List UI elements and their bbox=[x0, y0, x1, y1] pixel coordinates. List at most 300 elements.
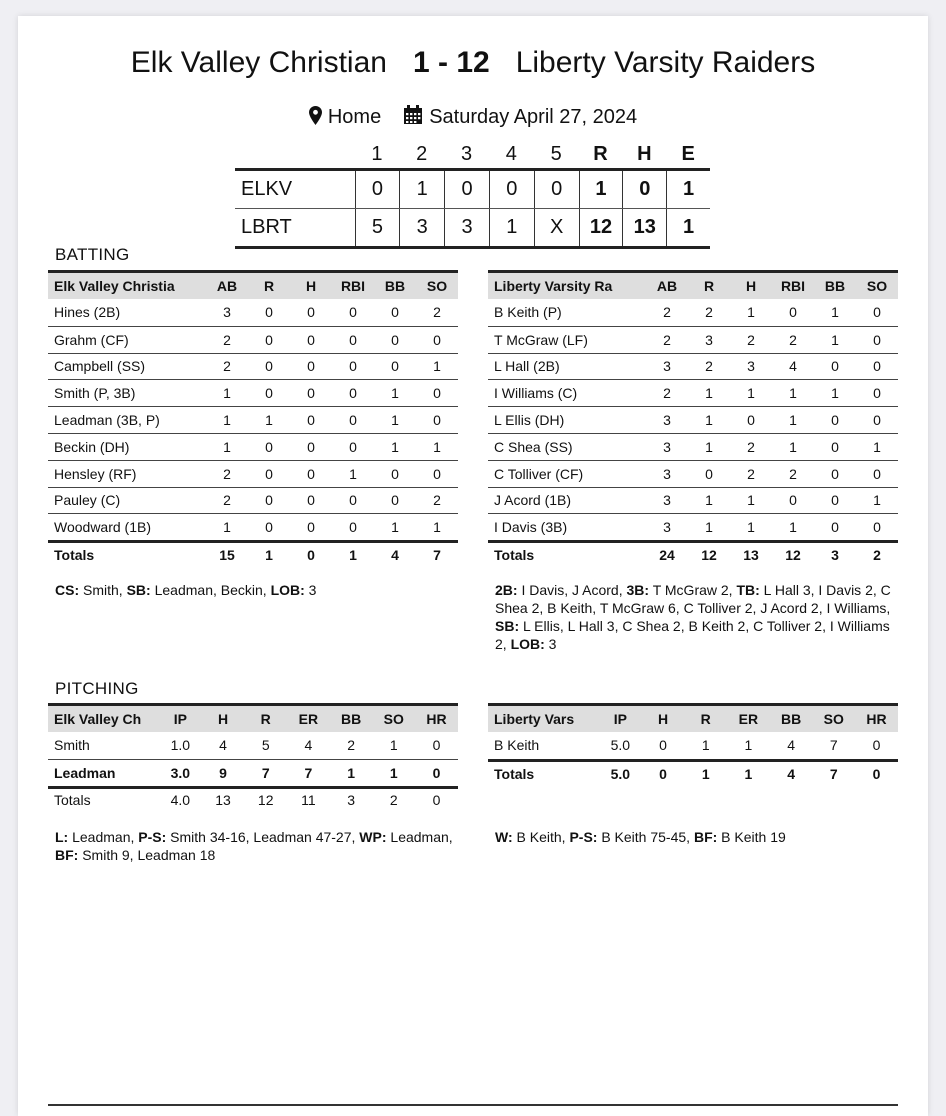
team-column-header: Liberty Vars bbox=[494, 711, 575, 727]
stat-cell: 0 bbox=[873, 465, 881, 482]
total-cell: 3 bbox=[831, 547, 839, 564]
stat-cell: 3 bbox=[747, 358, 755, 375]
stat-cell: 0 bbox=[307, 331, 315, 348]
stat-cell: 0 bbox=[432, 737, 441, 754]
total-cell: 0 bbox=[659, 765, 667, 782]
total-cell: 4 bbox=[391, 547, 399, 564]
note-label: LOB: bbox=[270, 582, 305, 598]
total-cell: 13 bbox=[215, 792, 231, 809]
stat-cell: 1 bbox=[349, 465, 357, 482]
pitcher-row bbox=[48, 759, 458, 786]
total-cell: 4 bbox=[787, 765, 795, 782]
stat-cell: 0 bbox=[433, 331, 441, 348]
inning-score: 3 bbox=[444, 209, 489, 246]
batter-row bbox=[488, 460, 898, 487]
stat-cell: 0 bbox=[349, 331, 357, 348]
line-score-header bbox=[235, 140, 710, 168]
stat-cell: 3 bbox=[663, 492, 671, 509]
note-label: SB: bbox=[126, 582, 151, 598]
total-cell: 0 bbox=[432, 792, 441, 809]
hits-total: 0 bbox=[622, 171, 666, 208]
game-info bbox=[18, 105, 928, 131]
stat-cell: 7 bbox=[829, 737, 838, 754]
stat-column-header: BB bbox=[824, 278, 846, 294]
stat-cell: 3 bbox=[663, 465, 671, 482]
player-name: Beckin (DH) bbox=[54, 438, 130, 455]
inning-score: 0 bbox=[489, 171, 534, 208]
team-abbr: LBRT bbox=[241, 216, 292, 238]
note-label: WP: bbox=[359, 829, 387, 845]
inning-score: 0 bbox=[355, 171, 400, 208]
stat-cell: 0 bbox=[391, 465, 399, 482]
stat-cell: 0 bbox=[391, 358, 399, 375]
total-cell: 12 bbox=[785, 547, 801, 564]
stat-cell: 0 bbox=[349, 358, 357, 375]
inning-score: 1 bbox=[489, 209, 534, 246]
stat-cell: 1.0 bbox=[170, 737, 191, 754]
batter-row bbox=[488, 513, 898, 540]
stat-cell: 2 bbox=[223, 465, 231, 482]
note-label: 3B: bbox=[626, 582, 650, 598]
stat-cell: 0 bbox=[873, 358, 881, 375]
stat-cell: 1 bbox=[789, 385, 797, 402]
team-column-header: Liberty Varsity Ra bbox=[494, 278, 613, 294]
totals-label: Totals bbox=[494, 765, 535, 782]
away-team-name: Elk Valley Christian bbox=[130, 46, 387, 79]
stat-cell: 0 bbox=[433, 465, 441, 482]
stat-cell: 1 bbox=[744, 737, 753, 754]
team-abbr: ELKV bbox=[241, 178, 293, 200]
stat-cell: 0 bbox=[873, 385, 881, 402]
stat-cell: 1 bbox=[433, 438, 441, 455]
batter-row bbox=[48, 487, 458, 514]
stat-cell: 2 bbox=[223, 358, 231, 375]
stat-column-header: H bbox=[745, 278, 757, 294]
boxscore-page bbox=[18, 16, 928, 1116]
stat-cell: 5.0 bbox=[610, 737, 631, 754]
stat-cell: 7 bbox=[261, 764, 270, 781]
note-label: W: bbox=[495, 829, 513, 845]
stat-column-header: R bbox=[700, 711, 711, 727]
batting-notes-home bbox=[495, 581, 905, 653]
stat-cell: 0 bbox=[433, 412, 441, 429]
calendar-icon bbox=[403, 105, 423, 131]
batter-row bbox=[488, 406, 898, 433]
stat-cell: 0 bbox=[265, 438, 273, 455]
stat-cell: 0 bbox=[391, 492, 399, 509]
stat-cell: 0 bbox=[307, 465, 315, 482]
stat-cell: 1 bbox=[705, 412, 713, 429]
stat-cell: 0 bbox=[265, 385, 273, 402]
stat-column-header: RBI bbox=[340, 278, 366, 294]
stat-cell: 0 bbox=[705, 465, 713, 482]
inning-score: 0 bbox=[534, 171, 579, 208]
player-name: L Hall (2B) bbox=[494, 358, 560, 375]
date-label: Saturday April 27, 2024 bbox=[429, 106, 638, 128]
stat-column-header: SO bbox=[866, 278, 888, 294]
stat-cell: 2 bbox=[789, 465, 797, 482]
totals-row bbox=[488, 759, 898, 786]
note-label: SB: bbox=[495, 618, 520, 634]
stat-cell: 1 bbox=[223, 438, 231, 455]
total-cell: 24 bbox=[659, 547, 675, 564]
stat-cell: 2 bbox=[223, 492, 231, 509]
note-label: BF: bbox=[55, 847, 79, 863]
player-name: L Ellis (DH) bbox=[494, 412, 565, 429]
stat-cell: 2 bbox=[747, 331, 755, 348]
stat-cell: 0 bbox=[873, 412, 881, 429]
stat-cell: 0 bbox=[391, 304, 399, 321]
note-text: I Davis, J Acord, bbox=[517, 582, 627, 598]
stat-column-header: RBI bbox=[780, 278, 806, 294]
stat-cell: 2 bbox=[747, 465, 755, 482]
batter-row bbox=[48, 433, 458, 460]
stat-column-header: AB bbox=[216, 278, 238, 294]
errors-total: 1 bbox=[666, 209, 710, 246]
stat-cell: 1 bbox=[223, 519, 231, 536]
totals-label: Totals bbox=[54, 792, 91, 809]
stat-cell: 0 bbox=[433, 385, 441, 402]
player-name: B Keith bbox=[494, 737, 540, 754]
stat-cell: 0 bbox=[432, 764, 441, 781]
stat-cell: 0 bbox=[265, 492, 273, 509]
inning-score: 5 bbox=[355, 209, 400, 246]
stat-cell: 0 bbox=[831, 412, 839, 429]
stat-cell: 1 bbox=[873, 438, 881, 455]
stat-column-header: BB bbox=[384, 278, 406, 294]
stat-column-header: HR bbox=[426, 711, 447, 727]
stat-cell: 0 bbox=[349, 412, 357, 429]
inning-score: 1 bbox=[399, 171, 444, 208]
batter-row bbox=[488, 353, 898, 380]
total-cell: 2 bbox=[873, 547, 881, 564]
stat-column-header: SO bbox=[426, 278, 448, 294]
final-score: 1 - 12 bbox=[412, 46, 490, 79]
stat-column-header: SO bbox=[823, 711, 844, 727]
stat-cell: 0 bbox=[349, 492, 357, 509]
inning-score: 0 bbox=[444, 171, 489, 208]
note-text: B Keith, bbox=[512, 829, 570, 845]
stat-cell: 2 bbox=[705, 304, 713, 321]
stat-column-header: H bbox=[217, 711, 229, 727]
player-name: Leadman bbox=[54, 764, 116, 781]
total-cell: 2 bbox=[389, 792, 398, 809]
stat-cell: 1 bbox=[705, 519, 713, 536]
stat-cell: 3.0 bbox=[170, 764, 191, 781]
inning-header: 4 bbox=[505, 142, 517, 165]
note-text: B Keith 75-45, bbox=[597, 829, 694, 845]
note-text: L Hall 3, I Davis 2, C Shea 2, B Keith, T McGraw 6, C Tolliver 2, J Acord 2, I Williams, bbox=[495, 582, 891, 616]
player-name: Campbell (SS) bbox=[54, 358, 146, 375]
stat-column-header: IP bbox=[173, 711, 187, 727]
stat-cell: 5 bbox=[261, 737, 270, 754]
stat-cell: 0 bbox=[831, 465, 839, 482]
runs-total: 1 bbox=[579, 171, 623, 208]
stat-cell: 1 bbox=[747, 492, 755, 509]
stat-column-header: BB bbox=[780, 711, 802, 727]
note-label: LOB: bbox=[510, 636, 545, 652]
stat-cell: 1 bbox=[705, 385, 713, 402]
pitching-notes-away bbox=[55, 828, 465, 864]
stat-cell: 1 bbox=[831, 331, 839, 348]
stat-cell: 1 bbox=[389, 764, 398, 781]
inning-score: X bbox=[534, 209, 579, 246]
batter-row bbox=[48, 460, 458, 487]
stat-cell: 4 bbox=[789, 358, 797, 375]
total-cell: 7 bbox=[433, 547, 441, 564]
stat-cell: 0 bbox=[872, 737, 881, 754]
stat-cell: 1 bbox=[433, 519, 441, 536]
stat-cell: 0 bbox=[265, 331, 273, 348]
total-cell: 7 bbox=[829, 765, 838, 782]
pitching-table-home bbox=[488, 703, 898, 786]
inning-header: 5 bbox=[550, 142, 562, 165]
total-cell: 11 bbox=[301, 792, 316, 809]
player-name: Woodward (1B) bbox=[54, 519, 152, 536]
inning-score: 3 bbox=[399, 209, 444, 246]
note-text: L Ellis, L Hall 3, C Shea 2, B Keith 2, C Tolliver 2, I Williams 2, bbox=[495, 618, 890, 652]
player-name: Smith bbox=[54, 737, 90, 754]
stat-column-header: R bbox=[703, 278, 715, 294]
pitcher-row bbox=[48, 732, 458, 759]
batter-row bbox=[48, 379, 458, 406]
inning-header: 2 bbox=[416, 142, 428, 165]
stat-cell: 0 bbox=[659, 737, 667, 754]
stat-cell: 3 bbox=[663, 438, 671, 455]
batter-row bbox=[48, 326, 458, 353]
inning-header: 1 bbox=[371, 142, 383, 165]
note-label: CS: bbox=[55, 582, 80, 598]
stat-cell: 0 bbox=[349, 438, 357, 455]
total-cell: 15 bbox=[219, 547, 235, 564]
stat-cell: 0 bbox=[831, 519, 839, 536]
batting-table-home bbox=[488, 270, 898, 567]
total-cell: 12 bbox=[257, 792, 274, 809]
stat-cell: 0 bbox=[831, 358, 839, 375]
note-text: 3 bbox=[544, 636, 557, 652]
table-header bbox=[48, 270, 458, 299]
note-label: P-S: bbox=[138, 829, 167, 845]
total-cell: 4.0 bbox=[170, 792, 191, 809]
stat-cell: 0 bbox=[349, 519, 357, 536]
stat-cell: 2 bbox=[747, 438, 755, 455]
stat-cell: 0 bbox=[307, 519, 315, 536]
stat-column-header: HR bbox=[866, 711, 887, 727]
table-header bbox=[48, 703, 458, 732]
batter-row bbox=[488, 326, 898, 353]
note-text: Leadman, bbox=[386, 829, 453, 845]
stat-column-header: H bbox=[305, 278, 317, 294]
note-text: 3 bbox=[304, 582, 317, 598]
player-name: Hines (2B) bbox=[54, 304, 121, 321]
stat-cell: 3 bbox=[663, 412, 671, 429]
hits-total: 13 bbox=[622, 209, 666, 246]
total-cell: 12 bbox=[701, 547, 717, 564]
stat-cell: 1 bbox=[347, 764, 355, 781]
stat-cell: 1 bbox=[873, 492, 881, 509]
stat-cell: 0 bbox=[265, 358, 273, 375]
stat-column-header: IP bbox=[613, 711, 627, 727]
line-score bbox=[235, 140, 710, 249]
player-name: C Tolliver (CF) bbox=[494, 465, 584, 482]
team-column-header: Elk Valley Christia bbox=[54, 278, 175, 294]
stat-cell: 1 bbox=[265, 412, 273, 429]
note-label: TB: bbox=[736, 582, 760, 598]
errors-total: 1 bbox=[666, 171, 710, 208]
stat-cell: 0 bbox=[307, 304, 315, 321]
stat-cell: 0 bbox=[349, 304, 357, 321]
stat-cell: 0 bbox=[349, 385, 357, 402]
stat-cell: 1 bbox=[831, 304, 839, 321]
stat-cell: 2 bbox=[705, 358, 713, 375]
total-cell: 1 bbox=[701, 765, 710, 782]
stat-column-header: ER bbox=[738, 711, 759, 727]
home-team-name: Liberty Varsity Raiders bbox=[515, 46, 816, 79]
stat-cell: 1 bbox=[391, 385, 399, 402]
note-text: Leadman, Beckin, bbox=[150, 582, 271, 598]
batter-row bbox=[48, 299, 458, 326]
stat-column-header: ER bbox=[298, 711, 319, 727]
runs-header: R bbox=[593, 142, 608, 165]
stat-column-header: BB bbox=[340, 711, 362, 727]
note-label: BF: bbox=[693, 829, 718, 845]
note-text: B Keith 19 bbox=[717, 829, 786, 845]
stat-cell: 2 bbox=[433, 492, 441, 509]
player-name: Leadman (3B, P) bbox=[54, 412, 160, 429]
total-cell: 5.0 bbox=[610, 765, 631, 782]
team-column-header: Elk Valley Ch bbox=[54, 711, 142, 727]
stat-cell: 1 bbox=[705, 438, 713, 455]
batter-row bbox=[488, 299, 898, 326]
stat-cell: 1 bbox=[223, 385, 231, 402]
totals-label: Totals bbox=[494, 547, 535, 564]
player-name: Smith (P, 3B) bbox=[54, 385, 136, 402]
table-header bbox=[488, 270, 898, 299]
stat-cell: 1 bbox=[391, 519, 399, 536]
totals-row bbox=[48, 540, 458, 567]
stat-cell: 1 bbox=[789, 438, 797, 455]
stat-cell: 1 bbox=[705, 492, 713, 509]
stat-cell: 1 bbox=[391, 412, 399, 429]
stat-cell: 3 bbox=[663, 519, 671, 536]
note-text: Smith 9, Leadman 18 bbox=[78, 847, 216, 863]
stat-cell: 0 bbox=[789, 492, 797, 509]
stat-cell: 2 bbox=[663, 304, 671, 321]
total-cell: 1 bbox=[265, 547, 273, 564]
player-name: I Davis (3B) bbox=[494, 519, 568, 536]
total-cell: 13 bbox=[743, 547, 759, 564]
stat-cell: 1 bbox=[389, 737, 398, 754]
stat-cell: 4 bbox=[304, 737, 313, 754]
stat-cell: 3 bbox=[223, 304, 231, 321]
total-cell: 0 bbox=[307, 547, 315, 564]
stat-cell: 1 bbox=[747, 519, 755, 536]
stat-cell: 0 bbox=[831, 438, 839, 455]
game-title bbox=[18, 46, 928, 80]
stat-cell: 0 bbox=[307, 438, 315, 455]
player-name: C Shea (SS) bbox=[494, 438, 573, 455]
pitching-heading: PITCHING bbox=[55, 679, 139, 698]
note-text: Smith 34-16, Leadman 47-27, bbox=[166, 829, 360, 845]
runs-total: 12 bbox=[579, 209, 623, 246]
player-name: T McGraw (LF) bbox=[494, 331, 588, 348]
stat-cell: 4 bbox=[219, 737, 227, 754]
hits-header: H bbox=[637, 142, 652, 165]
stat-cell: 1 bbox=[223, 412, 231, 429]
stat-cell: 1 bbox=[391, 438, 399, 455]
stat-cell: 1 bbox=[789, 412, 797, 429]
batting-heading: BATTING bbox=[55, 245, 130, 264]
pitching-notes-home bbox=[495, 828, 905, 846]
note-text: Smith, bbox=[79, 582, 127, 598]
batting-notes-away bbox=[55, 581, 465, 599]
stat-cell: 0 bbox=[789, 304, 797, 321]
batter-row bbox=[488, 487, 898, 514]
total-cell: 3 bbox=[347, 792, 355, 809]
stat-column-header: H bbox=[657, 711, 669, 727]
line-score-row-home bbox=[235, 208, 710, 246]
inning-header: 3 bbox=[460, 142, 473, 165]
stat-column-header: AB bbox=[656, 278, 678, 294]
stat-cell: 2 bbox=[433, 304, 441, 321]
totals-label: Totals bbox=[54, 547, 95, 564]
stat-cell: 1 bbox=[831, 385, 839, 402]
batting-table-away bbox=[48, 270, 458, 567]
player-name: Hensley (RF) bbox=[54, 465, 137, 482]
stat-cell: 0 bbox=[307, 412, 315, 429]
stat-cell: 0 bbox=[391, 331, 399, 348]
player-name: Grahm (CF) bbox=[54, 331, 129, 348]
errors-header: E bbox=[681, 142, 695, 165]
batter-row bbox=[488, 379, 898, 406]
map-pin-icon bbox=[309, 106, 322, 131]
note-label: P-S: bbox=[569, 829, 598, 845]
player-name: I Williams (C) bbox=[494, 385, 578, 402]
note-text: T McGraw 2, bbox=[649, 582, 737, 598]
note-label: 2B: bbox=[495, 582, 518, 598]
stat-cell: 1 bbox=[747, 385, 755, 402]
stat-cell: 9 bbox=[219, 764, 227, 781]
stat-cell: 0 bbox=[831, 492, 839, 509]
total-cell: 0 bbox=[872, 765, 881, 782]
stat-cell: 2 bbox=[663, 385, 671, 402]
stat-cell: 0 bbox=[265, 304, 273, 321]
table-header bbox=[488, 703, 898, 732]
stat-column-header: SO bbox=[383, 711, 404, 727]
stat-cell: 1 bbox=[789, 519, 797, 536]
stat-cell: 0 bbox=[265, 519, 273, 536]
batter-row bbox=[48, 513, 458, 540]
stat-cell: 0 bbox=[873, 519, 881, 536]
pitching-table-away bbox=[48, 703, 458, 812]
totals-row bbox=[488, 540, 898, 567]
batter-row bbox=[48, 406, 458, 433]
stat-cell: 1 bbox=[701, 737, 710, 754]
line-score-row-away bbox=[235, 171, 710, 208]
stat-cell: 1 bbox=[433, 358, 441, 375]
stat-cell: 0 bbox=[307, 358, 315, 375]
batter-row bbox=[488, 433, 898, 460]
note-label: L: bbox=[55, 829, 69, 845]
pitcher-row bbox=[488, 732, 898, 759]
page-divider bbox=[48, 1104, 898, 1106]
totals-row bbox=[48, 786, 458, 813]
stat-cell: 3 bbox=[663, 358, 671, 375]
stat-cell: 2 bbox=[223, 331, 231, 348]
batter-row bbox=[48, 353, 458, 380]
stat-cell: 1 bbox=[747, 304, 755, 321]
stat-column-header: R bbox=[263, 278, 275, 294]
